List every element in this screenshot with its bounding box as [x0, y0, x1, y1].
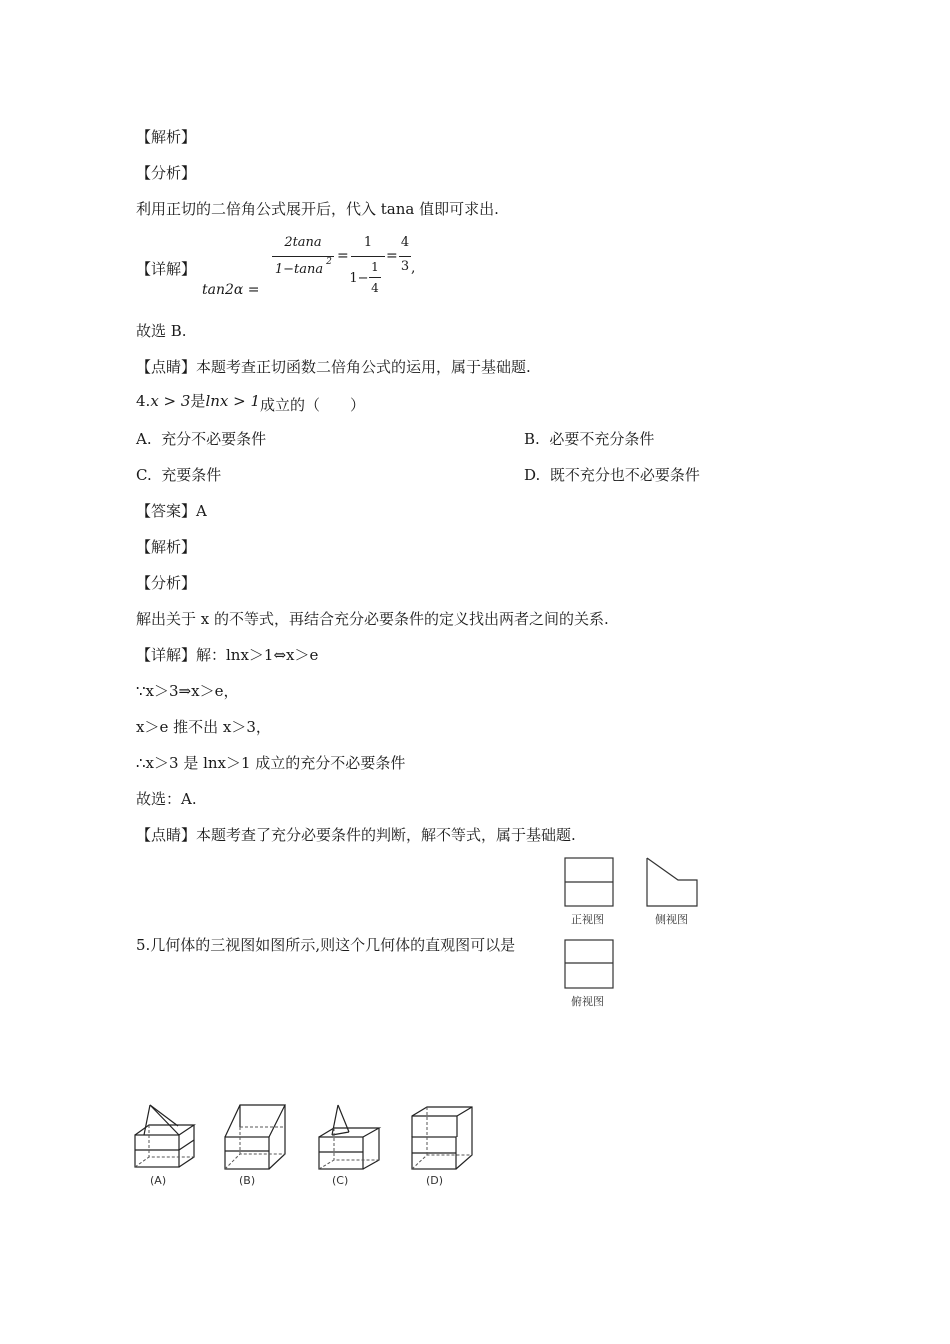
q4-shi: 是	[190, 392, 206, 410]
analysis-text: 利用正切的二倍角公式展开后，代入 tana 值即可求出.	[136, 200, 499, 218]
front-view-caption: 正视图	[571, 913, 604, 926]
formula-den1: 1−tana	[274, 262, 324, 277]
q4-option-d: D. 既不充分也不必要条件	[524, 466, 700, 484]
fraction-bar	[399, 256, 411, 257]
detail-label: 【详解】	[136, 260, 197, 278]
solid-a-diagram	[134, 1101, 198, 1171]
q4-step-3: x＞e 推不出 x＞3，	[136, 718, 271, 736]
formula-den1-exponent: 2	[326, 257, 332, 267]
formula-den3: 3	[400, 259, 410, 274]
q4-comment: 【点睛】本题考查了充分必要条件的判断，解不等式，属于基础题.	[136, 826, 576, 844]
q4-step-5: 故选：A.	[136, 790, 197, 808]
solid-b-diagram	[224, 1104, 290, 1174]
front-view-diagram	[564, 857, 614, 907]
solid-c-diagram	[318, 1104, 384, 1174]
formula-num2: 1	[363, 235, 373, 250]
q4-option-b: B. 必要不充分条件	[524, 430, 655, 448]
formula-den2-den: 4	[371, 281, 379, 295]
formula-num1: 2tana	[284, 235, 322, 250]
top-view-diagram	[564, 939, 614, 989]
analysis-heading: 【解析】	[136, 128, 197, 146]
choice-a-label: (A)	[150, 1174, 167, 1187]
q4-stem	[136, 391, 366, 414]
fraction-bar	[369, 277, 381, 278]
q4-cond1: x > 3	[150, 392, 191, 410]
q5-stem: 5.几何体的三视图如图所示,则这个几何体的直观图可以是	[136, 936, 516, 954]
q4-step-1: 【详解】解：lnx＞1⇔x＞e	[136, 646, 319, 664]
fraction-bar	[351, 256, 385, 257]
q4-number: 4.	[136, 392, 151, 410]
q4-analysis-text: 解出关于 x 的不等式，再结合充分必要条件的定义找出两者之间的关系.	[136, 610, 609, 628]
q4-option-a: A. 充分不必要条件	[136, 430, 267, 448]
top-view-caption: 俯视图	[571, 995, 604, 1008]
choice-c-label: (C)	[332, 1174, 349, 1187]
formula-den2-num: 1	[371, 260, 379, 274]
q4-step-4: ∴x＞3 是 lnx＞1 成立的充分不必要条件	[136, 754, 406, 772]
choose-text: 故选 B.	[136, 322, 187, 340]
formula-tail: ,	[411, 260, 416, 276]
q4-cond2: lnx > 1	[205, 392, 261, 410]
q4-stem-tail: 成立的（ ）	[260, 396, 366, 414]
solid-d-diagram	[411, 1104, 477, 1174]
choice-b-label: (B)	[239, 1174, 256, 1187]
q4-step-2: ∵x＞3⇒x＞e，	[136, 682, 239, 700]
formula-den2-a: 1−	[349, 271, 369, 286]
equals-2: =	[386, 248, 398, 264]
formula-lhs: tan2α =	[202, 282, 260, 298]
q4-option-c: C. 充要条件	[136, 466, 222, 484]
side-view-diagram	[646, 857, 698, 907]
analysis-subheading: 【分析】	[136, 164, 197, 182]
side-view-caption: 侧视图	[655, 913, 688, 926]
formula-num3: 4	[400, 235, 410, 250]
q4-analysis-subheading: 【分析】	[136, 574, 197, 592]
equals-1: =	[337, 248, 349, 264]
q4-analysis-heading: 【解析】	[136, 538, 197, 556]
comment-text: 【点睛】本题考查正切函数二倍角公式的运用，属于基础题.	[136, 358, 531, 376]
choice-d-label: (D)	[426, 1174, 444, 1187]
q4-answer: 【答案】A	[136, 502, 207, 520]
